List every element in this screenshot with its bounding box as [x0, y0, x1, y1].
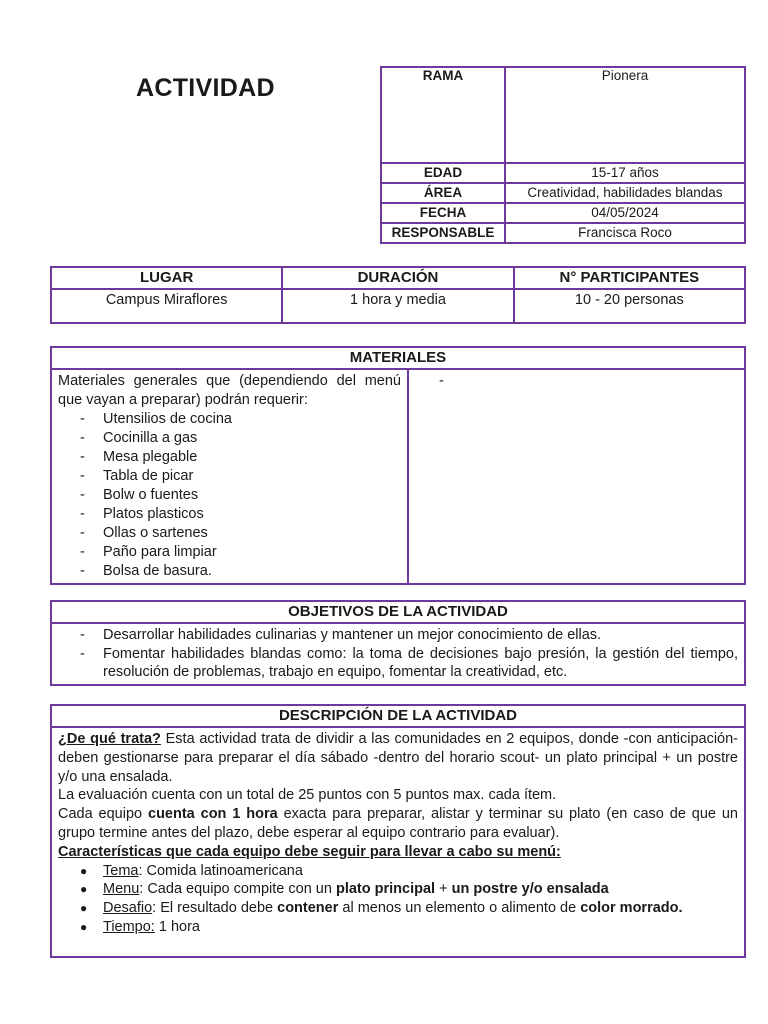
list-item — [80, 918, 738, 937]
page-title: ACTIVIDAD — [136, 74, 275, 102]
list-item: - Fomentar habilidades blandas como: la toma de decisiones bajo presión, la gestión del tiempo, resolución de problemas, trabajo en equipo, fomentar la creatividad, etc. — [80, 645, 738, 682]
lugar-label: LUGAR — [51, 267, 282, 289]
objetivos-cell — [51, 623, 745, 685]
area-value: Creatividad, habilidades blandas — [505, 183, 745, 203]
materiales-table — [50, 346, 746, 585]
team-text-c: exacta para preparar, alistar y terminar su plato (en caso de que un grupo termine antes del plazo, debe esperar al equipo contrario para evaluar). — [58, 806, 738, 841]
materiales-extra-cell — [408, 369, 745, 584]
list-item: - Tabla de picar — [80, 467, 401, 486]
list-item: - Mesa plegable — [80, 448, 401, 467]
responsable-value: Francisca Roco — [505, 223, 745, 243]
descripcion-table — [50, 704, 746, 958]
rama-value: Pionera — [505, 67, 745, 163]
participantes-value: 10 - 20 personas — [514, 289, 745, 323]
descripcion-header: DESCRIPCIÓN DE LA ACTIVIDAD — [51, 705, 745, 727]
desafio-text-c: al menos un elemento o alimento de — [338, 900, 581, 917]
tema-text: : Comida latinoamericana — [138, 862, 303, 879]
desafio-label: Desafio — [103, 900, 153, 917]
tiempo-text: 1 hora — [154, 918, 200, 935]
descripcion-evaluation: La evaluación cuenta con un total de 25 puntos con 5 puntos max. cada ítem. — [58, 787, 557, 804]
menu-text-a: : Cada equipo compite con un — [139, 881, 336, 898]
materiales-header: MATERIALES — [51, 347, 745, 369]
materiales-list-cell — [51, 369, 408, 584]
list-item: - Platos plasticos — [80, 505, 401, 524]
list-item: - Desarrollar habilidades culinarias y mantener un mejor conocimiento de ellas. — [80, 626, 738, 645]
list-item: - Ollas o sartenes — [80, 524, 401, 543]
info-row-responsable — [381, 223, 745, 243]
area-label: ÁREA — [381, 183, 505, 203]
list-item: - Cocinilla a gas — [80, 429, 401, 448]
descripcion-cell — [51, 727, 745, 957]
fecha-label: FECHA — [381, 203, 505, 223]
list-item: - Bolsa de basura. — [80, 562, 401, 581]
descripcion-caracteristicas — [58, 843, 738, 862]
info-table — [380, 66, 746, 244]
descripcion-question-text: Esta actividad trata de dividir a las comunidades en 2 equipos, donde -con anticipación- deben gestionarse para preparar el día sábado -dentro del horario scout- un plato principal + un postre y/o una ensalada. — [58, 731, 738, 785]
team-text-a: Cada equipo — [58, 806, 148, 823]
caracteristicas-label: Características que cada equipo debe seguir para llevar a cabo su menú: — [58, 843, 561, 860]
descripcion-team-time — [58, 805, 738, 843]
list-item: - Bolw o fuentes — [80, 486, 401, 505]
materiales-list — [58, 410, 401, 581]
info-row-edad — [381, 163, 745, 183]
list-item: - Utensilios de cocina — [80, 410, 401, 429]
menu-text-b: plato principal — [335, 881, 436, 898]
lugar-value: Campus Miraflores — [51, 289, 282, 323]
list-item — [80, 899, 738, 918]
duracion-value: 1 hora y media — [282, 289, 513, 323]
menu-text-c: + — [435, 881, 452, 898]
participantes-label: N° PARTICIPANTES — [514, 267, 745, 289]
objetivos-header: OBJETIVOS DE LA ACTIVIDAD — [51, 601, 745, 623]
list-item: - Paño para limpiar — [80, 543, 401, 562]
duracion-label: DURACIÓN — [282, 267, 513, 289]
caracteristicas-list — [58, 862, 738, 937]
lugar-table — [50, 266, 746, 324]
descripcion-question: ¿De qué trata? — [58, 731, 161, 747]
tiempo-label: Tiempo: — [103, 918, 155, 935]
info-row-fecha — [381, 203, 745, 223]
menu-text-d: un postre y/o ensalada — [451, 881, 609, 898]
menu-label: Menu — [103, 881, 140, 898]
desafio-text-a: : El resultado debe — [152, 900, 278, 917]
desafio-text-d: color morrado. — [580, 900, 683, 917]
rama-label: RAMA — [381, 67, 505, 163]
edad-label: EDAD — [381, 163, 505, 183]
materiales-extra-dash: - — [439, 373, 444, 389]
team-text-bold: cuenta con 1 hora — [148, 806, 278, 823]
desafio-text-b: contener — [277, 900, 339, 917]
objetivos-table — [50, 600, 746, 686]
info-row-area — [381, 183, 745, 203]
materiales-intro: Materiales generales que (dependiendo del menú que vayan a preparar) podrán requerir: — [58, 373, 401, 408]
tema-label: Tema — [103, 862, 139, 879]
list-item — [80, 862, 738, 881]
objetivos-list — [58, 626, 738, 682]
fecha-value: 04/05/2024 — [505, 203, 745, 223]
descripcion-intro — [58, 730, 738, 786]
edad-value: 15-17 años — [505, 163, 745, 183]
list-item — [80, 880, 738, 899]
responsable-label: RESPONSABLE — [381, 223, 505, 243]
info-row-rama — [381, 67, 745, 163]
